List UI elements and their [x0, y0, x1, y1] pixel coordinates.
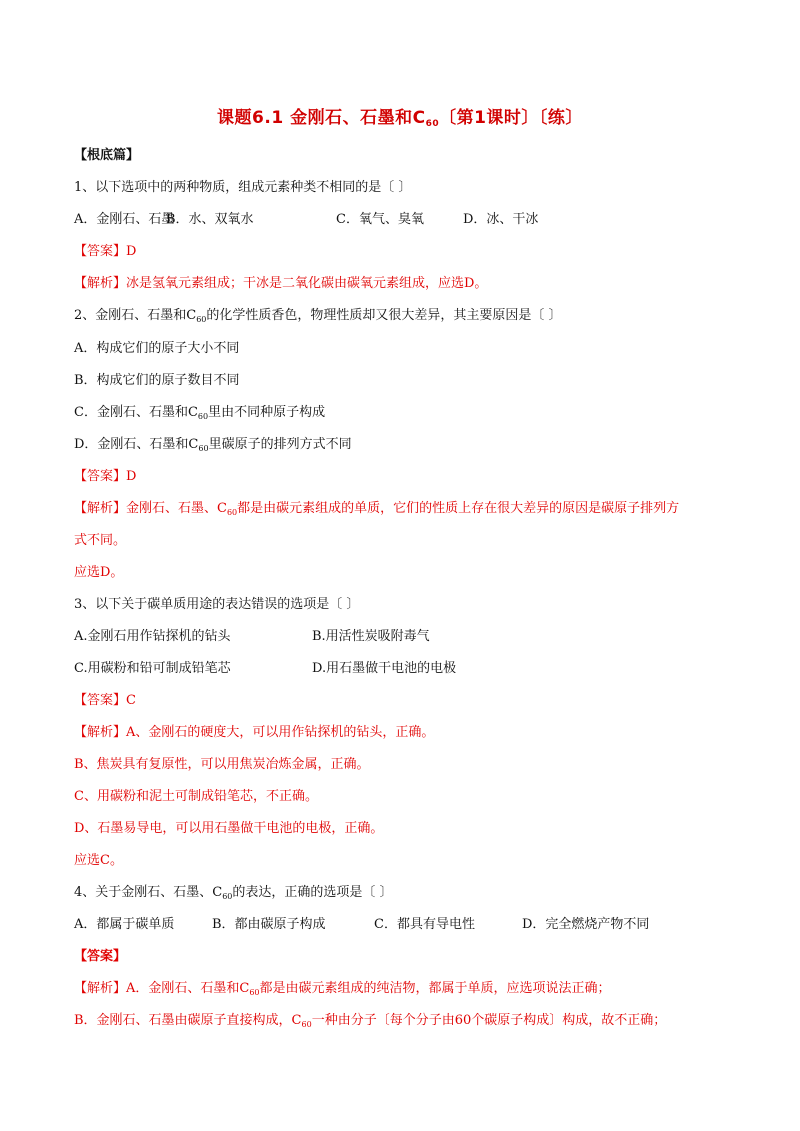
q3-analysis-a: 【解析】A、金刚石的硬度大，可以用作钻探机的钻头，正确。 [74, 725, 435, 740]
q1-option-b: B．水、双氧水 [166, 212, 254, 227]
q2-analysis: 【解析】金刚石、石墨、$C_{60}$都是由碳元素组成的单质，它们的性质上存在很大差异的原因是碳原子排列方 [74, 501, 680, 517]
q4-option-b: B．都由碳原子构成 [212, 917, 326, 932]
q4-option-d: D．完全燃烧产物不同 [522, 917, 650, 932]
q2-answer: 【答案】D [74, 469, 137, 484]
q4-analysis-b: B．金刚石、石墨由碳原子直接构成，$C_{60}$一种由分子〔每个分子由60个碳原子构成〕构成，故不正确； [74, 1013, 667, 1029]
page-title: 课题6.1 金刚石、石墨和$C_{60}$〔第1课时〕〔练〕 [217, 108, 583, 129]
q2-option-a: A．构成它们的原子大小不同 [74, 341, 240, 356]
q4-stem: 4、关于金刚石、石墨、$C_{60}$的表达，正确的选项是〔 〕 [74, 885, 393, 901]
q3-analysis-d: D、石墨易导电，可以用石墨做干电池的电极，正确。 [74, 821, 384, 836]
q1-option-a: A．金刚石、石墨 [74, 212, 175, 227]
q3-analysis-c: C、用碳粉和泥土可制成铅笔芯，不正确。 [74, 789, 318, 804]
q1-stem: 1、以下选项中的两种物质，组成元素种类不相同的是〔 〕 [74, 180, 412, 195]
q2-analysis-continued: 式不同。 [74, 533, 127, 548]
q2-option-c: C．金刚石、石墨和$C_{60}$里由不同种原子构成 [74, 405, 326, 421]
q1-analysis: 【解析】冰是氢氧元素组成；干冰是二氧化碳由碳氧元素组成，应选D。 [74, 276, 488, 291]
q3-option-b: B.用活性炭吸附毒气 [312, 629, 430, 644]
q3-option-a: A.金刚石用作钻探机的钻头 [74, 629, 231, 644]
q3-option-d: D.用石墨做干电池的电极 [312, 661, 457, 676]
q1-answer: 【答案】D [74, 244, 137, 259]
q4-option-c: C．都具有导电性 [374, 917, 475, 932]
q1-options [74, 211, 538, 229]
q3-conclusion: 应选C。 [74, 853, 123, 868]
q2-option-b: B．构成它们的原子数目不同 [74, 373, 240, 388]
q3-analysis-b: B、焦炭具有复原性，可以用焦炭冶炼金属，正确。 [74, 757, 370, 772]
q2-stem: 2、金刚石、石墨和$C_{60}$的化学性质香色，物理性质却又很大差异，其主要原因是〔 〕 [74, 308, 562, 324]
q4-options [74, 916, 649, 934]
q1-option-c: C．氧气、臭氧 [336, 212, 424, 227]
q4-answer: 【答案】 [74, 949, 127, 964]
q3-options-row1 [74, 628, 572, 646]
q3-answer: 【答案】C [74, 693, 136, 708]
q3-options-row2 [74, 660, 572, 678]
q2-conclusion: 应选D。 [74, 565, 124, 580]
q4-option-a: A．都属于碳单质 [74, 917, 175, 932]
q4-analysis-a: 【解析】A．金刚石、石墨和$C_{60}$都是由碳元素组成的纯洁物，都属于单质，应选项说法正确； [74, 981, 611, 997]
q2-option-d: D．金刚石、石墨和$C_{60}$里碳原子的排列方式不同 [74, 437, 352, 453]
section-heading: 【根底篇】 [74, 148, 140, 163]
q3-stem: 3、以下关于碳单质用途的表达错误的选项是〔 〕 [74, 597, 360, 612]
q1-option-d: D．冰、干冰 [463, 212, 539, 227]
q3-option-c: C.用碳粉和铅可制成铅笔芯 [74, 661, 231, 676]
